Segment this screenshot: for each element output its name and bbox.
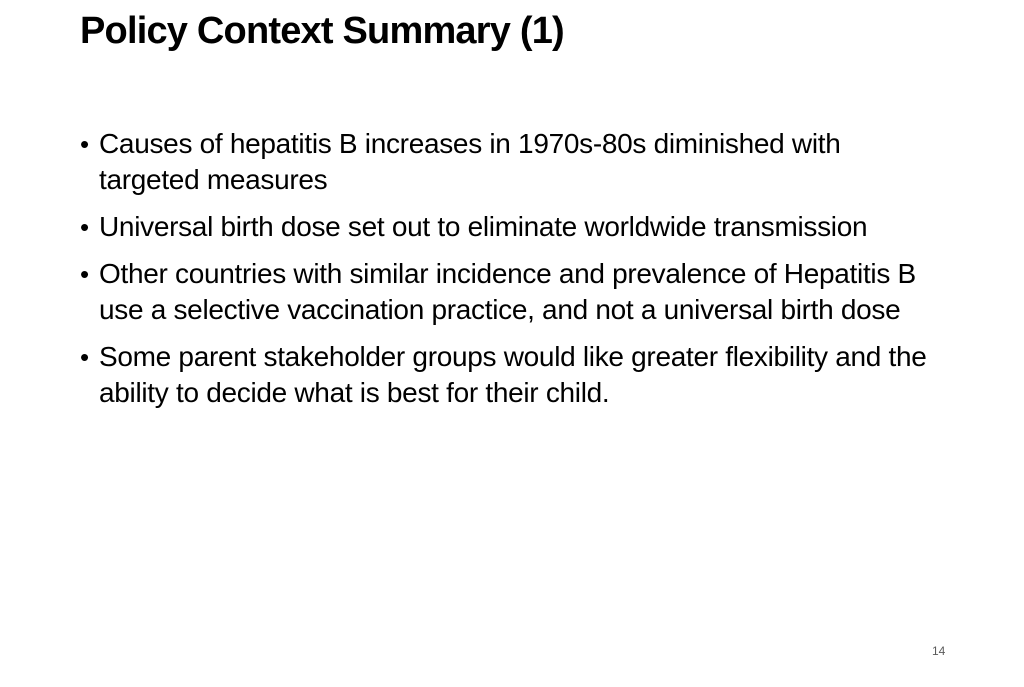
slide-title: Policy Context Summary (1) bbox=[80, 10, 564, 52]
bullet-item bbox=[80, 256, 940, 328]
bullet-text: Other countries with similar incidence and prevalence of Hepatitis B use a selective vaccination practice, and not a universal birth dose bbox=[99, 258, 916, 325]
bullet-icon: • bbox=[80, 212, 90, 242]
bullet-text: Causes of hepatitis B increases in 1970s-80s diminished with targeted measures bbox=[99, 128, 841, 195]
bullet-icon: • bbox=[80, 129, 90, 159]
bullet-icon: • bbox=[80, 342, 90, 372]
bullet-text: Universal birth dose set out to eliminate worldwide transmission bbox=[99, 211, 868, 242]
page-number: 14 bbox=[932, 644, 946, 658]
bullet-item bbox=[80, 126, 940, 198]
bullet-list bbox=[80, 126, 940, 422]
bullet-text: Some parent stakeholder groups would like greater flexibility and the ability to decide what is best for their child. bbox=[99, 341, 927, 408]
bullet-icon: • bbox=[80, 259, 90, 289]
bullet-item bbox=[80, 209, 940, 245]
bullet-item bbox=[80, 339, 940, 411]
